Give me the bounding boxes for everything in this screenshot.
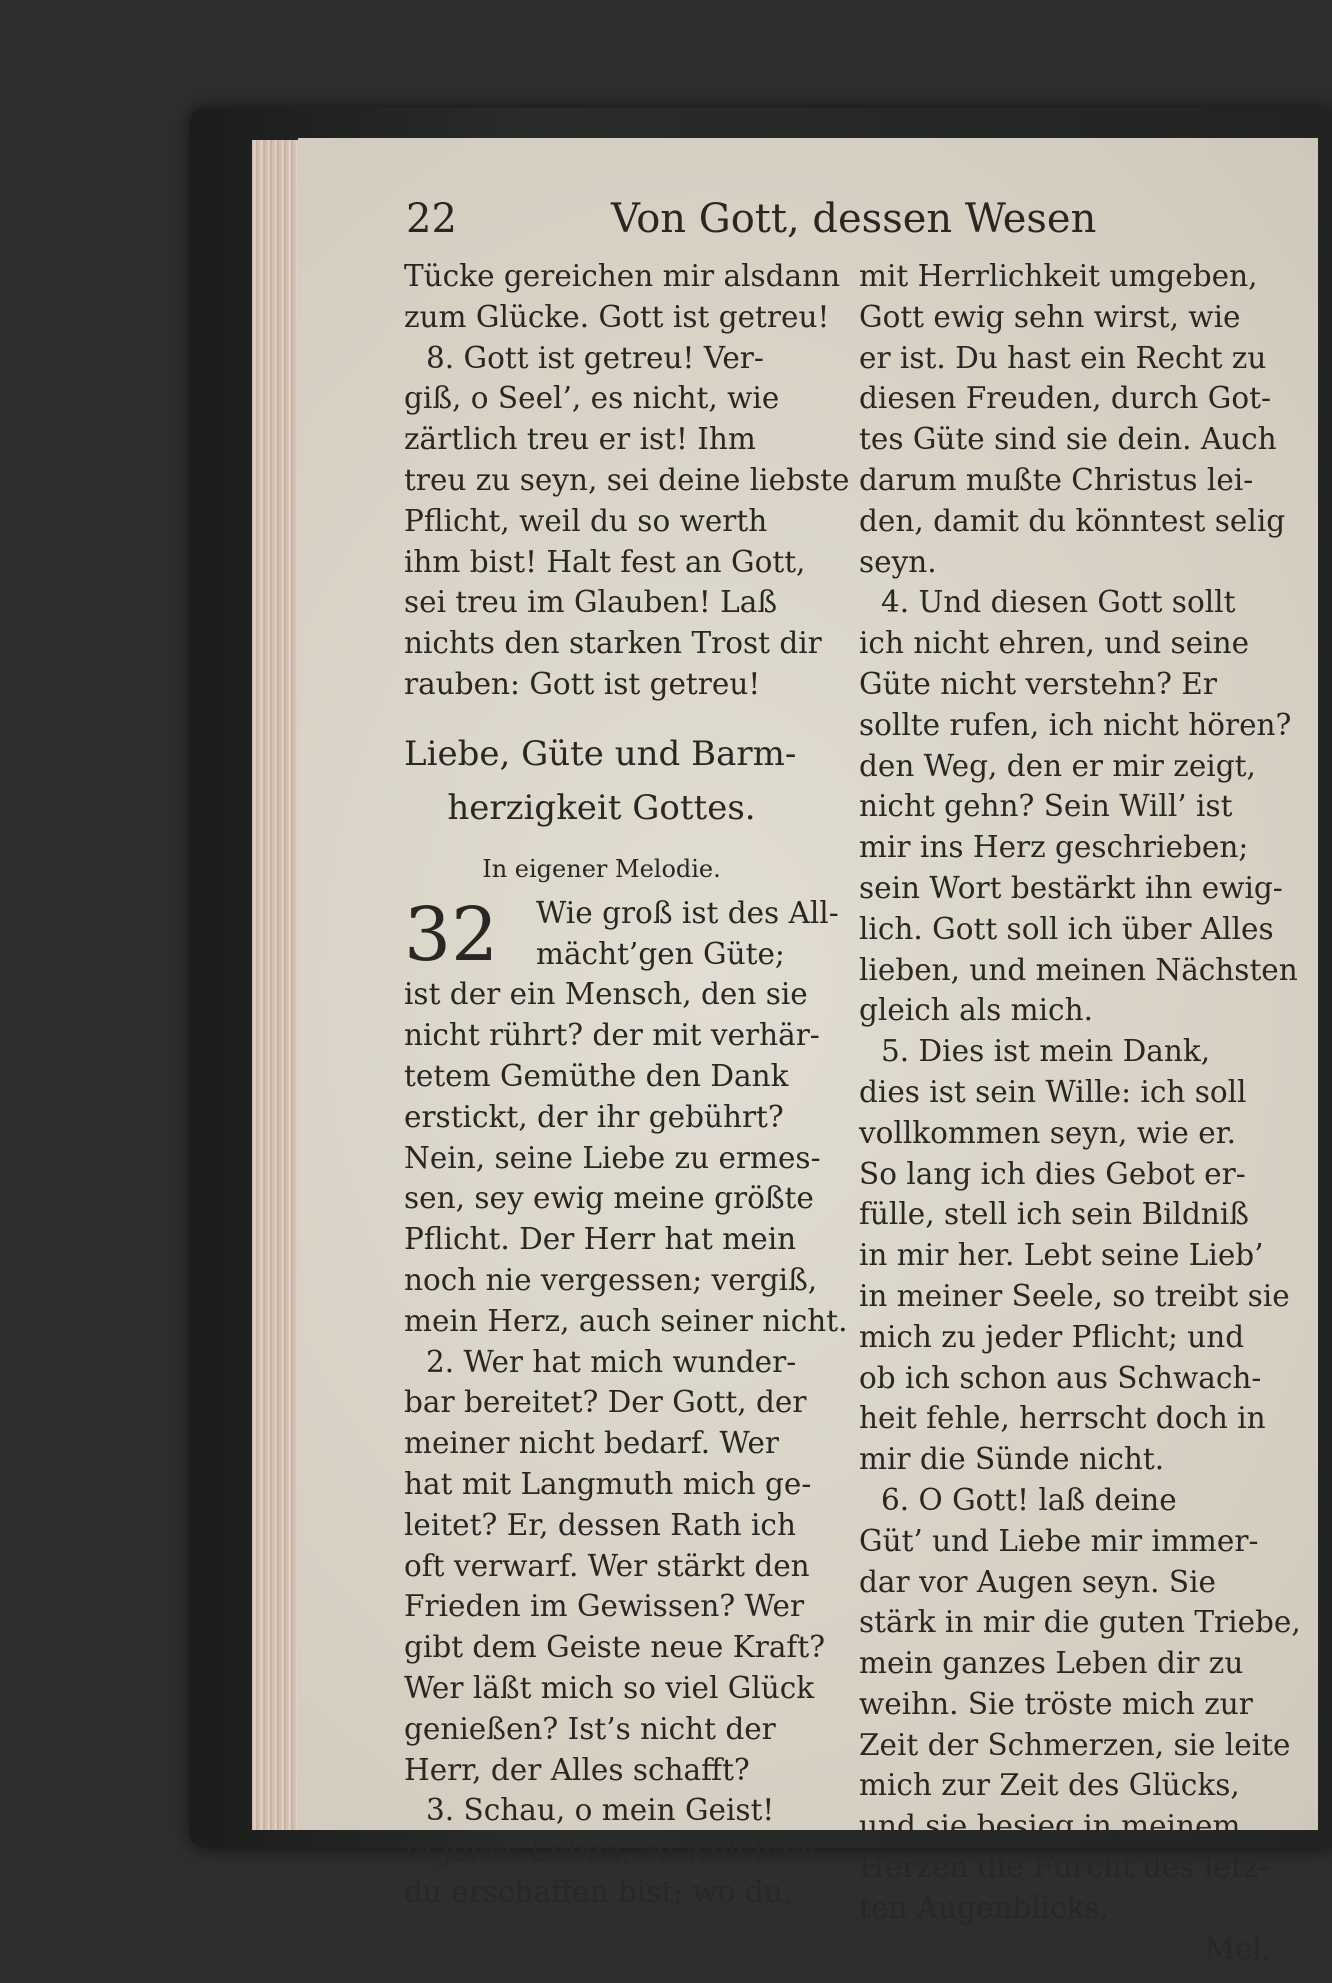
text-line: Pflicht, weil du so werth bbox=[404, 503, 768, 538]
text-line: Wie groß ist des All- bbox=[536, 895, 839, 930]
text-line: Güt’ und Liebe mir immer- bbox=[859, 1523, 1259, 1558]
text-line: mein ganzes Leben dir zu bbox=[859, 1646, 1244, 1681]
text-line: in meiner Seele, so treibt sie bbox=[859, 1278, 1290, 1313]
verse-8 bbox=[404, 338, 850, 705]
text-line: mächt’gen Güte; bbox=[536, 936, 785, 971]
text-line: erstickt, der ihr gebührt? bbox=[404, 1099, 784, 1134]
text-line: sen, sey ewig meine größte bbox=[404, 1181, 814, 1216]
text-line: leitet? Er, dessen Rath ich bbox=[404, 1507, 796, 1542]
text-line: mich zur Zeit des Glücks, bbox=[859, 1768, 1240, 1803]
text-line: weihn. Sie tröste mich zur bbox=[859, 1686, 1253, 1721]
text-line: genießen? Ist’s nicht der bbox=[404, 1711, 776, 1746]
catchword-row bbox=[859, 1929, 1279, 1970]
text-line: dies ist sein Wille: ich soll bbox=[859, 1074, 1247, 1109]
text-line: seyn. bbox=[859, 544, 937, 579]
text-line: sein Wort bestärkt ihn ewig- bbox=[859, 870, 1283, 905]
text-line: meiner nicht bedarf. Wer bbox=[404, 1426, 780, 1461]
text-line: mit Herrlichkeit umgeben, bbox=[859, 259, 1258, 293]
text-line: So lang ich dies Gebot er- bbox=[859, 1156, 1246, 1191]
text-line: sei treu im Glauben! Laß bbox=[404, 585, 778, 620]
text-line: nichts den starken Trost dir bbox=[404, 626, 822, 661]
right-column bbox=[859, 256, 1301, 1969]
verse-3-continuation bbox=[859, 256, 1286, 582]
text-line: diesen Freuden, durch Got- bbox=[859, 381, 1271, 416]
text-line: nicht rührt? der mit verhär- bbox=[404, 1018, 820, 1053]
hymn-heading-line-2: herzigkeit Gottes. bbox=[447, 787, 756, 828]
text-line: Frieden im Gewissen? Wer bbox=[404, 1589, 805, 1624]
text-line: Pflicht. Der Herr hat mein bbox=[404, 1222, 797, 1257]
text-line: Zeit der Schmerzen, sie leite bbox=[859, 1727, 1291, 1762]
text-line: Wer läßt mich so viel Glück bbox=[404, 1670, 815, 1705]
text-line: Nein, seine Liebe zu ermes- bbox=[404, 1140, 821, 1175]
text-line: hat mit Langmuth mich ge- bbox=[404, 1466, 812, 1501]
text-line: tes Güte sind sie dein. Auch bbox=[859, 422, 1277, 457]
text-line: darum mußte Christus lei- bbox=[859, 462, 1254, 497]
hymn-verse-3 bbox=[404, 1790, 818, 1912]
text-line: 3. Schau, o mein Geist! bbox=[426, 1793, 775, 1828]
text-line: und sie besieg in meinem bbox=[859, 1809, 1241, 1844]
page-header-title: Von Gott, dessen Wesen bbox=[611, 196, 1097, 242]
text-line: dar vor Augen seyn. Sie bbox=[859, 1564, 1216, 1599]
text-line: rauben: Gott ist getreu! bbox=[404, 666, 761, 701]
text-line: lich. Gott soll ich über Alles bbox=[859, 911, 1274, 946]
text-line: 4. Und diesen Gott sollt bbox=[881, 585, 1236, 620]
text-line: mir ins Herz geschrieben; bbox=[859, 830, 1249, 865]
text-line: sollte rufen, ich nicht hören? bbox=[859, 707, 1292, 742]
text-line: ist der ein Mensch, den sie bbox=[404, 977, 808, 1012]
left-column bbox=[404, 256, 850, 1913]
hymn-heading-line-1: Liebe, Güte und Barm- bbox=[404, 733, 797, 774]
text-line: noch nie vergessen; vergiß, bbox=[404, 1262, 818, 1297]
text-line: stärk in mir die guten Triebe, bbox=[859, 1605, 1301, 1640]
text-line: er ist. Du hast ein Recht zu bbox=[859, 340, 1267, 375]
hymn-verse-6 bbox=[859, 1480, 1301, 1929]
hymn-opening bbox=[404, 891, 839, 978]
text-line: 2. Wer hat mich wunder- bbox=[426, 1344, 797, 1379]
text-line: zum Glücke. Gott ist getreu! bbox=[404, 299, 830, 334]
text-line: ten Augenblicks. bbox=[859, 1890, 1110, 1925]
text-line: ihm bist! Halt fest an Gott, bbox=[404, 544, 806, 579]
hymn-number: 32 bbox=[404, 891, 499, 978]
text-line: 6. O Gott! laß deine bbox=[881, 1482, 1177, 1517]
text-line: Tücke gereichen mir alsdann bbox=[404, 259, 841, 293]
text-line: Güte nicht verstehn? Er bbox=[859, 666, 1217, 701]
text-line: den Weg, den er mir zeigt, bbox=[859, 748, 1256, 783]
hymn-verse-5 bbox=[859, 1031, 1290, 1480]
text-line: mich zu jeder Pflicht; und bbox=[859, 1319, 1245, 1354]
melody-note: In eigener Melodie. bbox=[482, 854, 721, 883]
book-page bbox=[298, 138, 1318, 1966]
text-line: fülle, stell ich sein Bildniß bbox=[859, 1197, 1250, 1232]
text-line: du erschaffen bist; wo du, bbox=[404, 1874, 793, 1909]
text-line: nicht gehn? Sein Will’ ist bbox=[859, 789, 1233, 824]
page-number: 22 bbox=[406, 196, 457, 242]
text-line: 5. Dies ist mein Dank, bbox=[881, 1034, 1211, 1069]
text-line: Herr, der Alles schafft? bbox=[404, 1752, 750, 1787]
text-line: Herzen die Furcht des letz- bbox=[859, 1850, 1269, 1885]
continuation-paragraph bbox=[404, 256, 841, 338]
text-line: zärtlich treu er ist! Ihm bbox=[404, 422, 756, 457]
text-line: lieben, und meinen Nächsten bbox=[859, 952, 1298, 987]
running-head bbox=[406, 194, 1097, 244]
text-line: gleich als mich. bbox=[859, 993, 1093, 1028]
text-line: tetem Gemüthe den Dank bbox=[404, 1058, 789, 1093]
text-line: treu zu seyn, sei deine liebste bbox=[404, 462, 850, 497]
text-line: vollkommen seyn, wie er. bbox=[859, 1115, 1236, 1150]
text-line: bar bereitet? Der Gott, der bbox=[404, 1385, 807, 1420]
page-edges bbox=[252, 140, 302, 1830]
text-line: Gott ewig sehn wirst, wie bbox=[859, 299, 1241, 334]
text-line: gibt dem Geiste neue Kraft? bbox=[404, 1630, 826, 1665]
text-line: giß, o Seel’, es nicht, wie bbox=[404, 381, 780, 416]
hymn-verse-2 bbox=[404, 1342, 826, 1791]
text-line: mir die Sünde nicht. bbox=[859, 1442, 1165, 1477]
text-line: heit fehle, herrscht doch in bbox=[859, 1401, 1266, 1436]
text-line: 8. Gott ist getreu! Ver- bbox=[426, 340, 764, 375]
text-line: in jenes Leben, zu welchem bbox=[404, 1834, 818, 1869]
hymn-verse-4 bbox=[859, 582, 1298, 1031]
catchword: Mel. bbox=[1204, 1931, 1271, 1966]
hymn-verse-1 bbox=[404, 974, 848, 1341]
text-line: mein Herz, auch seiner nicht. bbox=[404, 1303, 848, 1338]
text-line: ich nicht ehren, und seine bbox=[859, 626, 1250, 661]
text-line: oft verwarf. Wer stärkt den bbox=[404, 1548, 810, 1583]
text-line: ob ich schon aus Schwach- bbox=[859, 1360, 1262, 1395]
text-line: in mir her. Lebt seine Lieb’ bbox=[859, 1238, 1264, 1273]
text-line: den, damit du könntest selig bbox=[859, 503, 1286, 538]
